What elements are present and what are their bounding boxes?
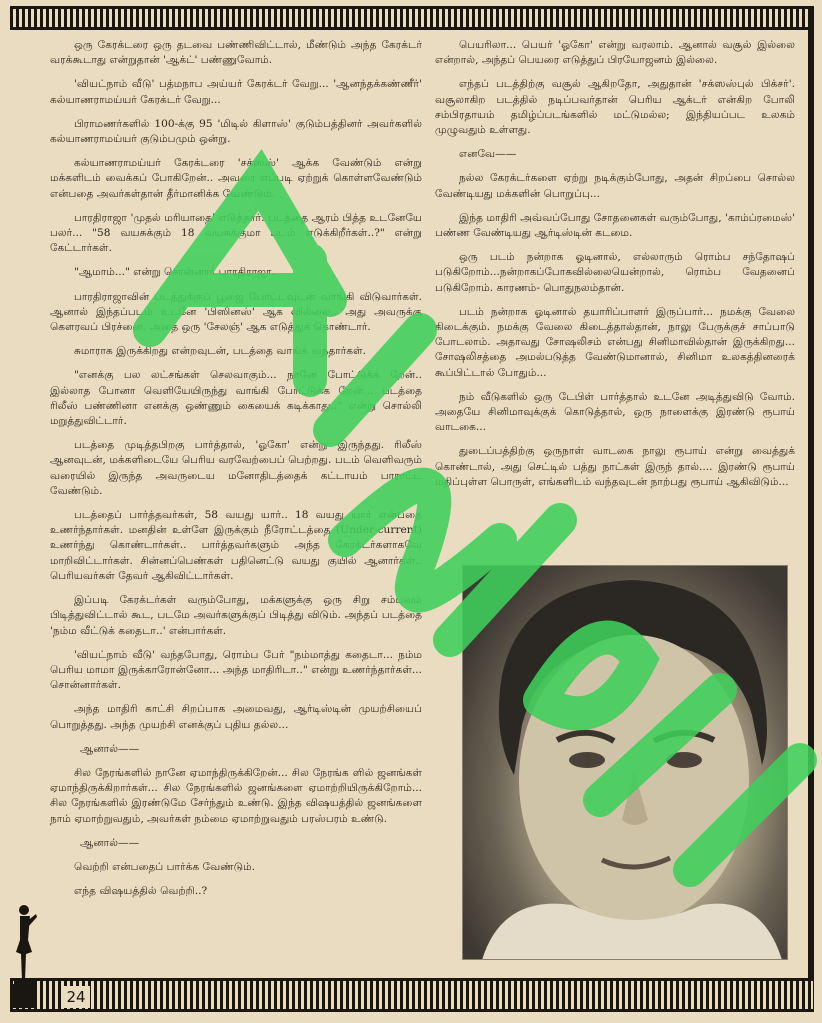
- paragraph: சில நேரங்களில் நானே ஏமாந்திருக்கிறேன்... சில நேரங்க ளில் ஜனங்கள் ஏமாந்திருக்கிறார்கள்... சில நேரங்களில் ஜனங்களை ஏமாற்றியிருக்கிறோம்... சில நேரங்களில் இரண்டுமே சேர்ந்தும் உண்டு. இந்த விஷயத்தில் ஜனங்களை நாம் ஏமாற்றுவதும், அவர்கள் நம்மை ஏமாற்றுவதும் பரஸ்பரம் உண்டு.: [50, 766, 422, 825]
- paragraph: 'வியட்நாம் வீடு' வந்தபோது, ரொம்ப பேர் "நம்மாத்து கதைடா... நம்ம பெரிய மாமா இருக்காரோன்னோ... அந்த மாதிரிடா.." என்று உணர்ந்தார்கள்... சொன்னார்கள்.: [50, 648, 422, 692]
- page-number: 24: [62, 986, 90, 1008]
- left-column: [50, 38, 422, 908]
- paragraph: "எனக்கு பல லட்சங்கள் செலவாகும்... நானே போட்டுக்க றேன்.. இல்லாத போனா வெளியேயிருந்து வாங்கி போட்டுக்க றேன்... படத்தை ரிலீஸ் பண்ணினா எனக்கு ஒண்ணும் கையைக் கடிக்காது.." என்று சொல்லி மறுத்துவிட்டார்.: [50, 369, 422, 428]
- paragraph: பிராமணர்களில் 100-க்கு 95 'மிடில் கிளாஸ்' குடும்பத்தினர் அவர்களில் கல்யாணராமய்யர் குடும்பமும் ஒன்று.: [50, 117, 422, 146]
- photo-frame: [462, 565, 788, 960]
- paragraph: நம் வீடுகளில் ஒரு டேபிள் பார்த்தால் உடனே அடித்துவிடு வோம். அதையே சினிமாவுக்குக் கொடுத்தால், ஒரு நாளைக்கு இரண்டு ரூபாய் வாடகை...: [435, 390, 795, 434]
- paragraph: 'வியட்நாம் வீடு' பத்மநாப அய்யர் கேரக்டர் வேறு... 'ஆனந்தக்கண்ணீர்' கல்யாணராமய்யர் கேரக்டர் வேறு...: [50, 78, 422, 106]
- right-column: [435, 38, 795, 499]
- paragraph: எந்தப் படத்திற்கு வசூல் ஆகிறதோ, அதுதான் 'சக்ஸஸ்புல் பிக்சர்'. வசூலாகிற படத்தில் நடிப்பவர்தான் பெரிய ஆக்டர் என்கிற போலி சம்பிரதாயம் தமிழ்ப்படங்களில் மட்டுமல்ல; இந்தியப்பட உலகம் முழுவதும் உள்ளது.: [435, 78, 795, 137]
- right-border: [808, 6, 814, 1012]
- portrait-photo: [462, 565, 788, 960]
- paragraph: ஆனால்——: [80, 742, 140, 755]
- statuette-icon: [6, 900, 40, 1010]
- paragraph: "ஆமாம்..." என்று சொன்னார் பாரதிராஜா.: [74, 266, 275, 279]
- paragraph: இந்த மாதிரி அவ்வப்போது சோதனைகள் வரும்போது, 'காம்ப்ரமைஸ்' பண்ண வேண்டியது ஆர்டிஸ்டின் கடமை.: [435, 211, 795, 240]
- paragraph: இப்படி கேரக்டர்கள் வரும்போது, மக்களுக்கு ஒரு சிறு சம்பவம் பிடித்துவிட்டால் கூட, படமே அவர்களுக்குப் பிடித்து விடும். அந்தப் படத்தை 'நம்ம வீட்டுக் கதைடா..' என்பார்கள்.: [50, 594, 422, 637]
- paragraph: சுமாராக இருக்கிறது என்றவுடன், படத்தை வாங்க வந்தார்கள்.: [74, 345, 367, 358]
- paragraph: வெற்றி என்பதைப் பார்க்க வேண்டும்.: [74, 860, 256, 873]
- paragraph: படத்தை முடித்தபிறகு பார்த்தால், 'ஓகோ' என்று இருந்தது. ரிலீஸ் ஆனவுடன், மக்களிடையே பெரிய வரவேற்பைப் பெற்றது. படம் வெளிவரும் வரையில் இருந்த அவருடைய மனோதிடத்தைக் கட்டாயம் பாராட்ட வேண்டும்.: [50, 439, 422, 497]
- paragraph: பாரதிராஜா 'முதல் மரியாதை' எடுத்தார். படத்தை ஆரம் பித்த உடனேயே பலர்... "58 வயசுக்கும் 18 வயசுக்குமா படம் எடுக்கிறீர்கள்..?" என்று கேட்டார்கள்.: [50, 211, 422, 255]
- top-border: [10, 6, 813, 30]
- paragraph: கல்யாணராமய்யர் கேரக்டரை 'சக்ஸஸ்' ஆக்க வேண்டும் என்று மக்களிடம் வைக்கப் போகிறேன்.. அவரை எப்படி ஏற்றுக் கொள்ளவேண்டும் என்பதை அவர்கள்தான் தீர்மானிக்க வேண்டும்.: [50, 157, 422, 200]
- paragraph: அந்த மாதிரி காட்சி சிறப்பாக அமைவது, ஆர்டிஸ்டின் முயற்சியைப் பொறுத்தது. அந்த முயற்சி எனக்குப் புதிய தல்ல...: [50, 703, 422, 731]
- paragraph: படம் நன்றாக ஓடினால் தயாரிப்பாளர் இருப்பார்... நமக்கு வேலை கிடைக்கும். நமக்கு வேலை கிடைத்தால்தான், நாலு பேருக்குச் சாப்பாடு போடலாம். அதாவது சோஷலிசம் என்பது சினிமாவில்தான் இருக்கிறது... சோஷலிசத்தை அமல்படுத்த வேண்டுமானால், சினிமா உலகத்தினரைக் கூப்பிட்டால் போதும்...: [435, 305, 795, 379]
- paragraph: படத்தைப் பார்த்தவர்கள், 58 வயது யார்.. 18 வயது யார் என்பதை உணர்ந்தார்கள். மனதின் உள்ளே இருக்கும் நீரோட்டத்தை (Under-current) உணர்ந்து கொண்டார்கள்.. பார்த்தவர்களும் அந்த கேரக்டர்களாகவே மாறிவிட்டார்கள். சின்னப்பெண்கள் பதினெட்டு வயது குயில் ஆனார்கள்.. பெரியவர்கள் தேவர் ஆகிவிட்டார்கள்.: [50, 509, 422, 582]
- bottom-border: [10, 978, 813, 1012]
- paragraph: ஒரு படம் நன்றாக ஓடினால், எல்லாரும் ரொம்ப சந்தோஷப் படுகிறோம்...நன்றாகப்போகவில்லையென்றால், ரொம்ப வேதனைப் படுகிறோம். காரணம்- பொதுநலம்தான்.: [435, 251, 795, 294]
- paragraph: பெயரிலா... பெயர் 'ஓகோ' என்று வரலாம். ஆனால் வசூல் இல்லை என்றால், அந்தப் பெயரை எடுத்துப் பிரயோஜனம் இல்லை.: [435, 39, 795, 67]
- paragraph: நல்ல கேரக்டர்களை ஏற்று நடிக்கும்போது, அதன் சிறப்பை சொல்ல வேண்டியது மக்களின் பொறுப்பு...: [435, 172, 795, 200]
- paragraph: துடைப்பத்திற்கு ஒருநாள் வாடகை நாலு ரூபாய் என்று வைத்துக் கொண்டால், அது செட்டில் பத்து நாட்கள் இருந் தால்.... இரண்டு ரூபாய் மதிப்புள்ள பொருள், எங்களிடம் வந்தவுடன் நாற்பது ரூபாய் ஆகிவிடும்...: [435, 445, 795, 488]
- paragraph: எந்த விஷயத்தில் வெற்றி..?: [74, 885, 208, 898]
- paragraph: எனவே——: [459, 148, 517, 161]
- paragraph: ஆனால்——: [80, 836, 140, 849]
- paragraph: பாரதிராஜாவின் படத்துக்குப் பூஜை போட்டவுடன் வாங்கி விடுவார்கள். ஆனால் இந்தப்படம் உடனே 'பிஸினஸ்' ஆக வில்லை.. அது அவருக்கு கௌரவப் பிரச்னை. அதை ஒரு 'சேலஞ்' ஆக எடுத்துக் கொண்டார்.: [50, 290, 422, 334]
- paragraph: ஒரு கேரக்டரை ஒரு தடவை பண்ணிவிட்டால், மீண்டும் அந்த கேரக்டர் வரக்கூடாது என்றுதான் 'ஆக்ட்' பண்ணுவோம்.: [50, 39, 422, 67]
